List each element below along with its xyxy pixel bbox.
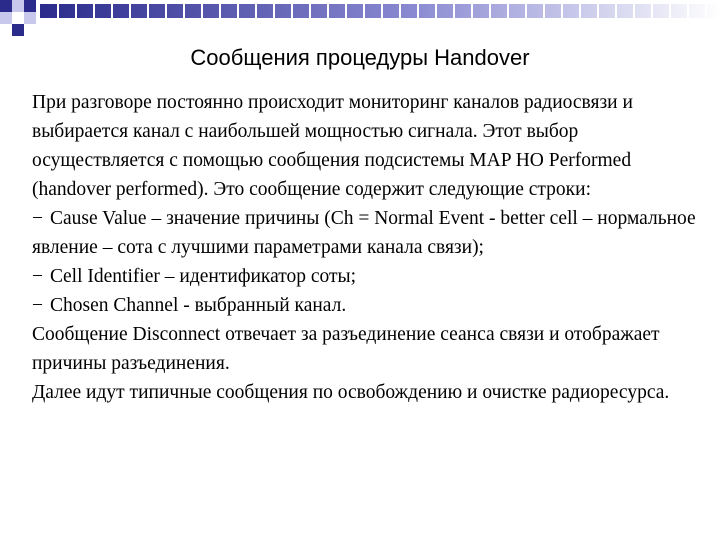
deco-square: [12, 12, 24, 24]
deco-square: [24, 12, 36, 24]
slide-title: Сообщения процедуры Handover: [190, 45, 530, 70]
dash-bullet-icon: −: [32, 266, 43, 287]
final-paragraph: Далее идут типичные сообщения по освобождению и очистке радиоресурса.: [32, 382, 670, 403]
intro-paragraph: При разговоре постоянно происходит мониторинг каналов радиосвязи и выбирается канал с наибольшей мощностью сигнала. Этот выбор осуществляется с помощью сообщения подсистемы MAP HO Performed (handover performed). Это сообщение содержит следующие строки:: [32, 92, 633, 200]
deco-square: [12, 0, 24, 12]
bullet-text: Chosen Channel - выбранный канал.: [50, 295, 347, 316]
dash-bullet-icon: −: [32, 208, 43, 229]
disconnect-paragraph: Сообщение Disconnect отвечает за разъединение сеанса связи и отображает причины разъединения.: [32, 324, 660, 374]
decorative-header-bar: [0, 0, 720, 40]
slide-body: [32, 88, 702, 407]
list-item: [32, 262, 702, 291]
deco-tile-row: [40, 4, 720, 18]
list-item: [32, 291, 702, 320]
deco-square: [0, 12, 12, 24]
bullet-list: [32, 204, 702, 320]
bullet-text: Cause Value – значение причины (Ch = Normal Event - better cell – нормальное явление – сота с лучшими параметрами канала связи);: [32, 208, 696, 258]
bullet-text: Cell Identifier – идентификатор соты;: [50, 266, 357, 287]
deco-square: [12, 24, 24, 36]
deco-square: [0, 0, 12, 12]
dash-bullet-icon: −: [32, 295, 43, 316]
list-item: [32, 204, 702, 262]
deco-square: [24, 0, 36, 12]
